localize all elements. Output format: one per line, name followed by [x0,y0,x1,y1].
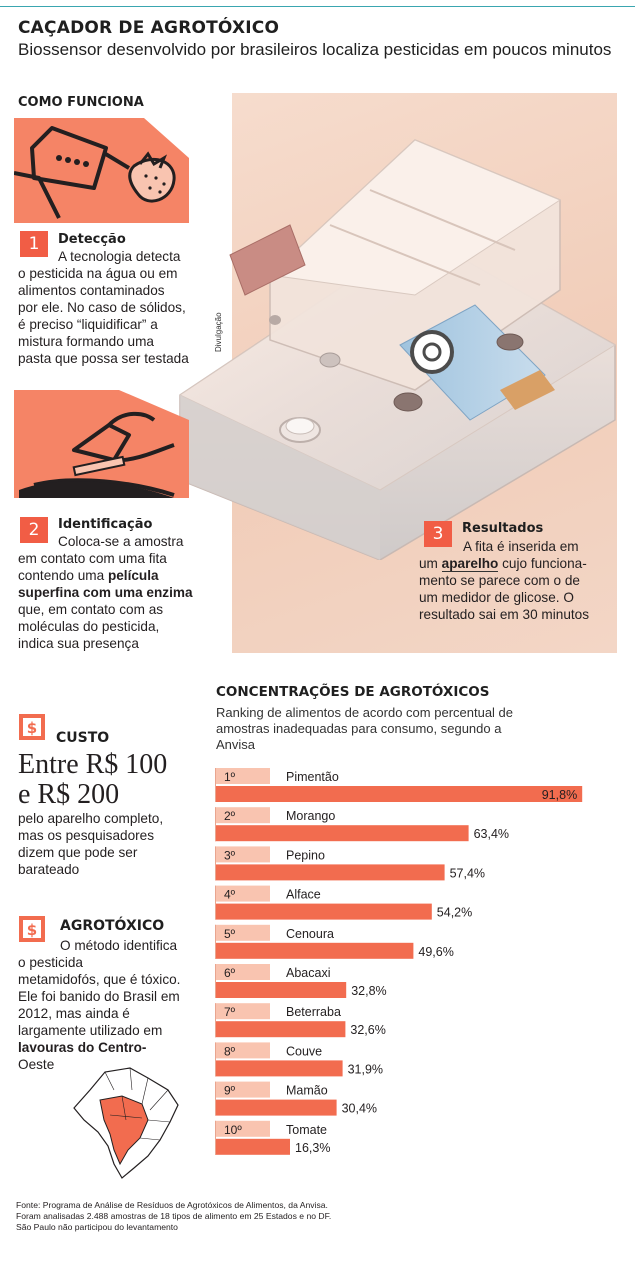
rank-label: 4º [224,887,236,902]
blender-strawberry-icon [14,118,189,223]
bar-axis-segment [215,1121,216,1155]
category-label: Pepino [286,848,325,863]
value-label: 30,4% [341,1101,378,1116]
svg-text:$: $ [26,719,38,737]
rank-label: 6º [224,966,236,980]
svg-text:$: $ [26,921,38,939]
hand-test-strip-icon [14,390,189,498]
value-label: 49,6% [418,944,454,959]
category-label: Pimentão [286,770,339,784]
step-1-number: 1 [20,231,48,257]
rank-label: 1º [224,770,236,784]
category-label: Beterraba [286,1005,341,1020]
bar-axis-segment [215,846,216,880]
bar [215,1100,337,1116]
rank-label: 10º [224,1122,242,1137]
bar [215,825,469,841]
value-label: 32,6% [350,1023,386,1038]
bar [215,1060,343,1076]
source-note: Fonte: Programa de Análise de Resíduos de Agrotóxicos de Alimentos, da Anvisa. Foram analisadas 2.488 amostras de 18 tipos de alimento em 25 Estados e no DF. São Paulo não participou do levantamento [16,1200,332,1232]
step-3-text: A fita é inserida em um aparelho cujo funciona- mento se parece com o de um medidor de glicose. O resultado sai em 30 minutos [419,539,590,622]
rank-label: 5º [224,926,236,941]
bar [215,786,582,802]
brazil-map-icon [70,1060,180,1180]
cost-label: CUSTO [56,730,110,746]
value-label: 63,4% [473,827,510,842]
step-2-number: 2 [20,517,48,543]
value-label: 54,2% [436,905,473,920]
step-3-heading: Resultados [462,521,544,536]
step-3-number: 3 [424,521,452,547]
bar-axis-segment [215,1003,216,1037]
bar-axis-segment [215,768,216,802]
rank-label: 9º [224,1083,236,1098]
rank-label: 3º [224,848,236,863]
chart-title: CONCENTRAÇÕES DE AGROTÓXICOS [216,684,490,700]
value-label: 57,4% [449,866,486,881]
category-label: Morango [286,809,336,824]
value-label: 16,3% [295,1140,331,1155]
biosensor-device-illustration [170,90,625,560]
page-subtitle: Biossensor desenvolvido por brasileiros localiza pesticidas em poucos minutos [18,40,612,59]
value-label: 31,9% [347,1062,384,1077]
step-1-heading: Detecção [58,232,126,247]
category-label: Tomate [286,1122,327,1137]
rank-label: 2º [224,809,236,824]
top-rule [0,6,635,7]
rank-label: 7º [224,1005,236,1020]
page-title: CAÇADOR DE AGROTÓXICO [18,18,280,38]
bar-axis-segment [215,1042,216,1076]
category-label: Couve [286,1044,323,1059]
bar-axis-segment [215,925,216,959]
category-label: Mamão [286,1083,328,1098]
pesticide-ranking-chart [210,760,625,1155]
value-label: 32,8% [351,984,387,998]
category-label: Abacaxi [286,966,331,980]
chart-subtitle: Ranking de alimentos de acordo com percentual de amostras inadequadas para consumo, segundo a Anvisa [216,705,514,752]
pesticide-text: O método identifica o pesticida metamidofós, que é tóxico. Ele foi banido do Brasil em 2012, mas ainda é largamente utilizado em lavouras do Centro- Oeste [18,938,181,1072]
value-label: 91,8% [541,788,578,802]
category-label: Alface [286,887,321,902]
rank-label: 8º [224,1044,236,1059]
photo-credit: Divulgação [214,312,223,352]
bar [215,1021,345,1037]
bar-axis-segment [215,807,216,841]
category-label: Cenoura [286,926,334,941]
bar-axis-segment [215,1082,216,1116]
bar [215,904,432,920]
bar [215,943,413,959]
cost-text: pelo aparelho completo, mas os pesquisadores dizem que pode ser barateado [18,811,164,877]
cost-value: Entre R$ 100 e R$ 200 [18,749,168,810]
how-it-works-label: COMO FUNCIONA [18,95,144,110]
bar [215,1139,290,1155]
bar-axis-segment [215,886,216,920]
step-2-heading: Identificação [58,517,153,532]
step-2-text: Coloca-se a amostra em contato com uma fita contendo uma película superfina com uma enzima que, em contato com as moléculas do pesticida, indica sua presença [18,534,193,651]
bar-axis-segment [215,964,216,998]
pesticide-label: AGROTÓXICO [60,918,165,934]
money-icon [18,713,46,741]
bar [215,982,346,998]
bar [215,864,445,880]
step-1-text: A tecnologia detecta o pesticida na água ou em alimentos contaminados por ele. No caso de sólidos, é preciso “liquidificar” a mistura formando uma pasta que possa ser testada [18,249,189,366]
